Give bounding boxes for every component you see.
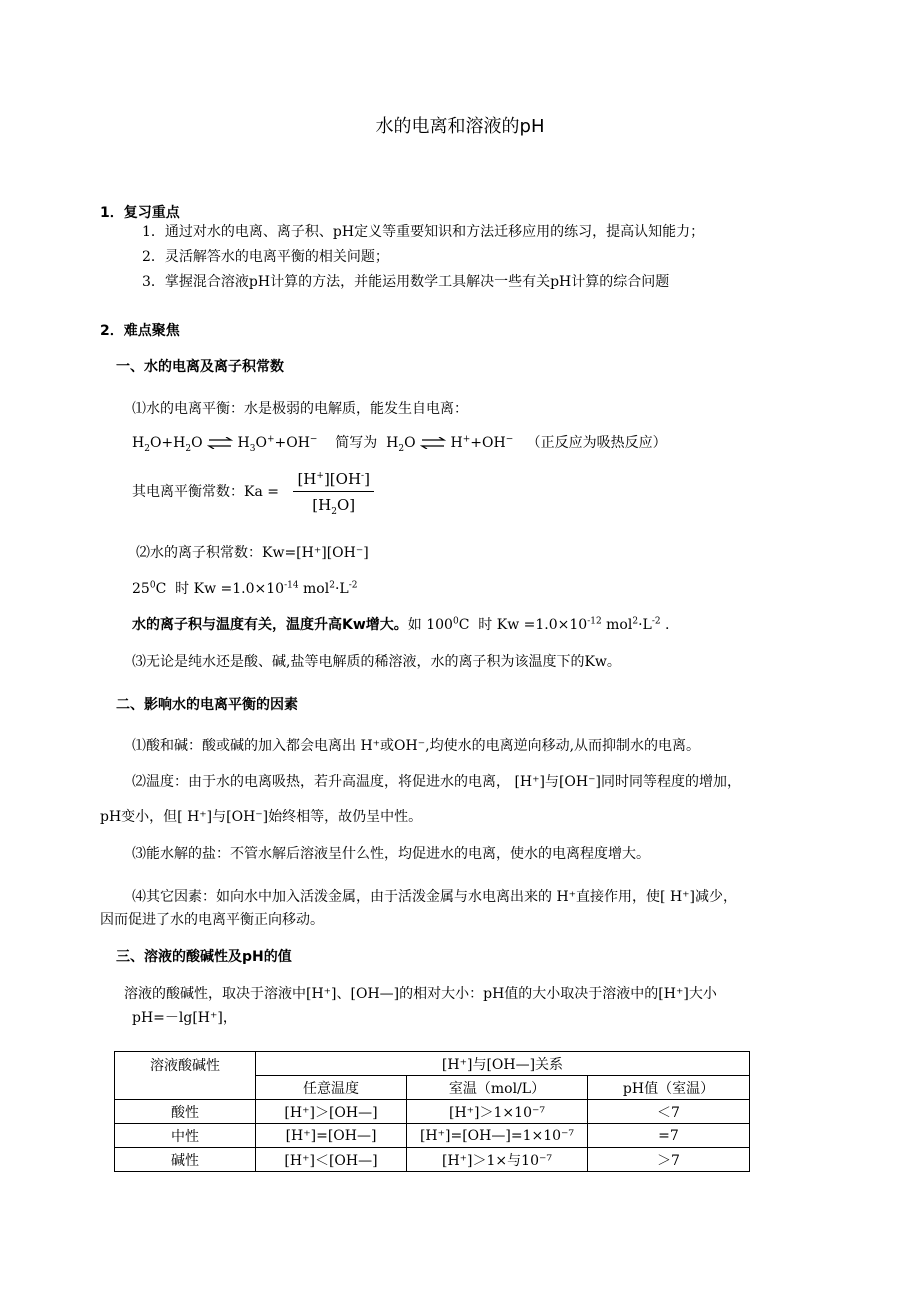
table-cell: [H⁺]＜[OH—] — [256, 1148, 407, 1172]
table-cell: ＜7 — [588, 1100, 750, 1124]
ka-formula — [132, 470, 374, 517]
ph-para-2: pH=－lg[H⁺]， — [132, 1010, 237, 1026]
equilibrium-arrow-icon — [207, 437, 233, 449]
kw-25c: $25^0C$ 时 $Kw =1.0\times 10^{-14}$ $mol^2\cdot L^{-2}$ — [132, 580, 358, 597]
table-cell: ＞7 — [588, 1148, 750, 1172]
table-col-header: 任意温度 — [256, 1076, 407, 1100]
subsection-ph-heading: 三、溶液的酸碱性及pH的值 — [116, 949, 292, 965]
table-row — [115, 1052, 750, 1076]
section-review-heading: 1．复习重点 — [100, 205, 180, 221]
kw-solutions: ⑶无论是纯水还是酸、碱,盐等电解质的稀溶液，水的离子积为该温度下的Kw。 — [132, 654, 621, 670]
factor-hydrolysis: ⑶能水解的盐：不管水解后溶液呈什么性，均促进水的电离，使水的电离程度增大。 — [132, 846, 650, 862]
table-cell: 碱性 — [115, 1148, 256, 1172]
kw-definition: ⑵水的离子积常数：Kw=[H⁺][OH⁻] — [136, 545, 369, 561]
factor-other-2: 因而促进了水的电离平衡正向移动。 — [100, 912, 324, 928]
ph-para-1: 溶液的酸碱性，取决于溶液中[H⁺]、[OH—]的相对大小：pH值的大小取决于溶液中的[H⁺]大小 — [124, 986, 717, 1002]
ionization-equation: $H_2O+H_2O$ $H_3O^++OH^-$ 简写为 $H_2O$ H++OH− （正反应为吸热反应） — [132, 434, 667, 454]
table-col-header: pH值（室温） — [588, 1076, 750, 1100]
table-col-header: 室温（mol/L） — [407, 1076, 588, 1100]
table-group-header: [H⁺]与[OH—]关系 — [256, 1052, 750, 1076]
factor-other-1: ⑷其它因素：如向水中加入活泼金属，由于活泼金属与水电离出来的 H⁺直接作用，使[ H⁺]减少， — [132, 889, 738, 905]
table-cell: [H⁺]=[OH—]=1×10⁻⁷ — [407, 1124, 588, 1148]
table-cell: =7 — [588, 1124, 750, 1148]
kw-temperature: 水的离子积与温度有关，温度升高Kw增大。如 $100^0C$ 时 $Kw =1.0\times 10^{-12}$ $mol^2\cdot L^{-2}$ . — [132, 616, 670, 633]
table-row — [115, 1100, 750, 1124]
review-item-2: 2．灵活解答水的电离平衡的相关问题； — [142, 249, 389, 265]
table-cell: 酸性 — [115, 1100, 256, 1124]
table-cell: [H⁺]＞1×与10⁻⁷ — [407, 1148, 588, 1172]
shorthand-label: 简写为 — [335, 435, 378, 451]
table-cell: 中性 — [115, 1124, 256, 1148]
table-cell: [H⁺]＞1×10⁻⁷ — [407, 1100, 588, 1124]
review-item-1: 1．通过对水的电离、离子积、pH定义等重要知识和方法迁移应用的练习，提高认知能力； — [142, 224, 705, 240]
table-corner-cell: 溶液酸碱性 — [115, 1052, 256, 1100]
table-cell: [H⁺]＞[OH—] — [256, 1100, 407, 1124]
factor-temperature-2: pH变小，但[ H⁺]与[OH⁻]始终相等，故仍呈中性。 — [100, 809, 423, 825]
page-title: 水的电离和溶液的pH — [375, 116, 545, 137]
ionization-para: ⑴水的电离平衡：水是极弱的电解质，能发生自电离： — [132, 401, 468, 417]
subsection-factors-heading: 二、影响水的电离平衡的因素 — [116, 697, 298, 713]
ka-fraction: $\frac{[H^+][OH^-]}{[H_2O]}$ — [293, 470, 373, 514]
equilibrium-arrow-icon — [420, 437, 446, 449]
factor-temperature-1: ⑵温度：由于水的电离吸热，若升高温度，将促进水的电离， [H⁺]与[OH⁻]同时同等程度的增加， — [132, 774, 741, 790]
kw-temperature-bold: 水的离子积与温度有关，温度升高Kw增大 — [132, 617, 394, 633]
ph-table — [114, 1051, 750, 1172]
review-item-3: 3．掌握混合溶液pH计算的方法，并能运用数学工具解决一些有关pH计算的综合问题 — [142, 274, 670, 290]
subsection-ionization-heading: 一、水的电离及离子积常数 — [116, 359, 284, 375]
factor-acid-base: ⑴酸和碱：酸或碱的加入都会电离出 H⁺或OH⁻,均使水的电离逆向移动,从而抑制水的电离。 — [132, 738, 701, 754]
table-row — [115, 1124, 750, 1148]
table-cell: [H⁺]=[OH—] — [256, 1124, 407, 1148]
endothermic-note: （正反应为吸热反应） — [526, 435, 667, 451]
table-row — [115, 1148, 750, 1172]
section-difficulty-heading: 2．难点聚焦 — [100, 323, 180, 339]
ka-label: 其电离平衡常数：Ka = — [132, 484, 279, 500]
